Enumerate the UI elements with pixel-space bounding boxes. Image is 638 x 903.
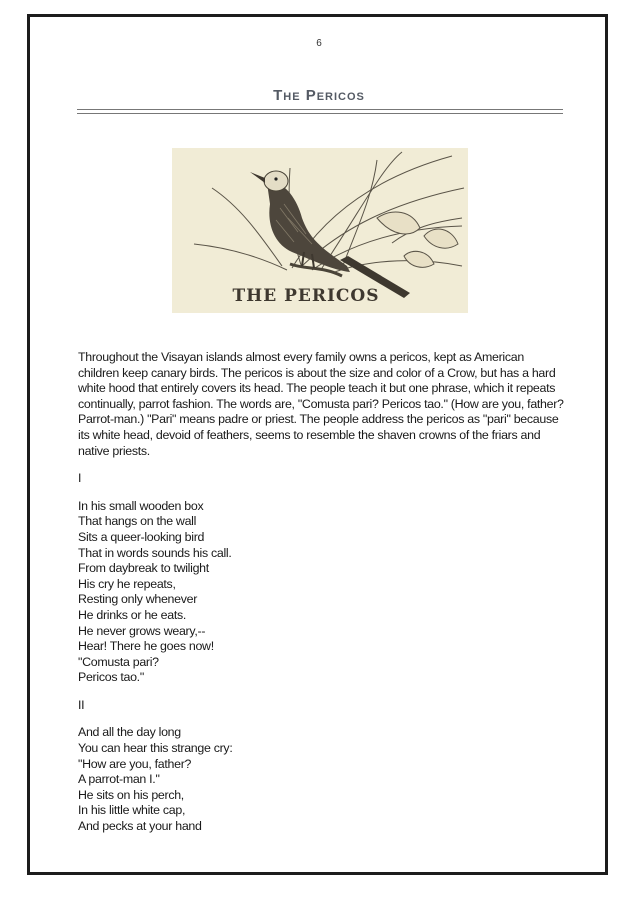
body-text xyxy=(78,350,564,835)
poem-line: He drinks or he eats. xyxy=(78,607,187,622)
stanza-numeral-1: I xyxy=(78,471,82,486)
title-rule xyxy=(77,109,563,114)
stanza-2 xyxy=(78,725,564,834)
bird-drawing xyxy=(172,148,468,313)
poem-line: Pericos tao." xyxy=(78,670,144,685)
poem-line: And all the day long xyxy=(78,725,181,740)
illustration-caption: THE PERICOS xyxy=(232,286,380,306)
poem-line: Sits a queer-looking bird xyxy=(78,529,205,544)
stanza-numeral-2: II xyxy=(78,697,85,712)
poem-line: Hear! There he goes now! xyxy=(78,639,214,654)
poem-line: That hangs on the wall xyxy=(78,514,197,529)
page-number: 6 xyxy=(316,38,322,49)
poem-line: A parrot-man I." xyxy=(78,772,160,787)
poem-line: He never grows weary,-- xyxy=(78,623,206,638)
intro-paragraph: Throughout the Visayan islands almost every family owns a pericos, kept as American children keep canary birds. The pericos is about the size and color of a Crow, but has a hard white hood that entirely covers its head. The people teach it but one phrase, which it repeats continually, parrot fashion. The words are, "Comusta pari? Pericos tao." (How are you, father? Parrot-man.) "Pari" means padre or priest. The people address the pericos as "pari" because its white head, devoid of feathers, seems to resemble the shaven crowns of the friars and native priests. xyxy=(78,350,564,458)
poem-line: Resting only whenever xyxy=(78,592,198,607)
poem-line: He sits on his perch, xyxy=(78,787,184,802)
title-text: The Pericos xyxy=(273,87,365,104)
pericos-illustration xyxy=(172,148,468,313)
poem-line: And pecks at your hand xyxy=(78,819,202,834)
poem-line: That in words sounds his call. xyxy=(78,545,232,560)
poem-line: "How are you, father? xyxy=(78,756,192,771)
poem-line: In his little white cap, xyxy=(78,803,186,818)
page-title xyxy=(0,87,638,104)
poem-line: His cry he repeats, xyxy=(78,576,176,591)
poem-line: You can hear this strange cry: xyxy=(78,741,233,756)
poem-line: From daybreak to twilight xyxy=(78,561,209,576)
poem-line: In his small wooden box xyxy=(78,498,204,513)
poem-line: "Comusta pari? xyxy=(78,654,159,669)
stanza-1 xyxy=(78,499,564,686)
